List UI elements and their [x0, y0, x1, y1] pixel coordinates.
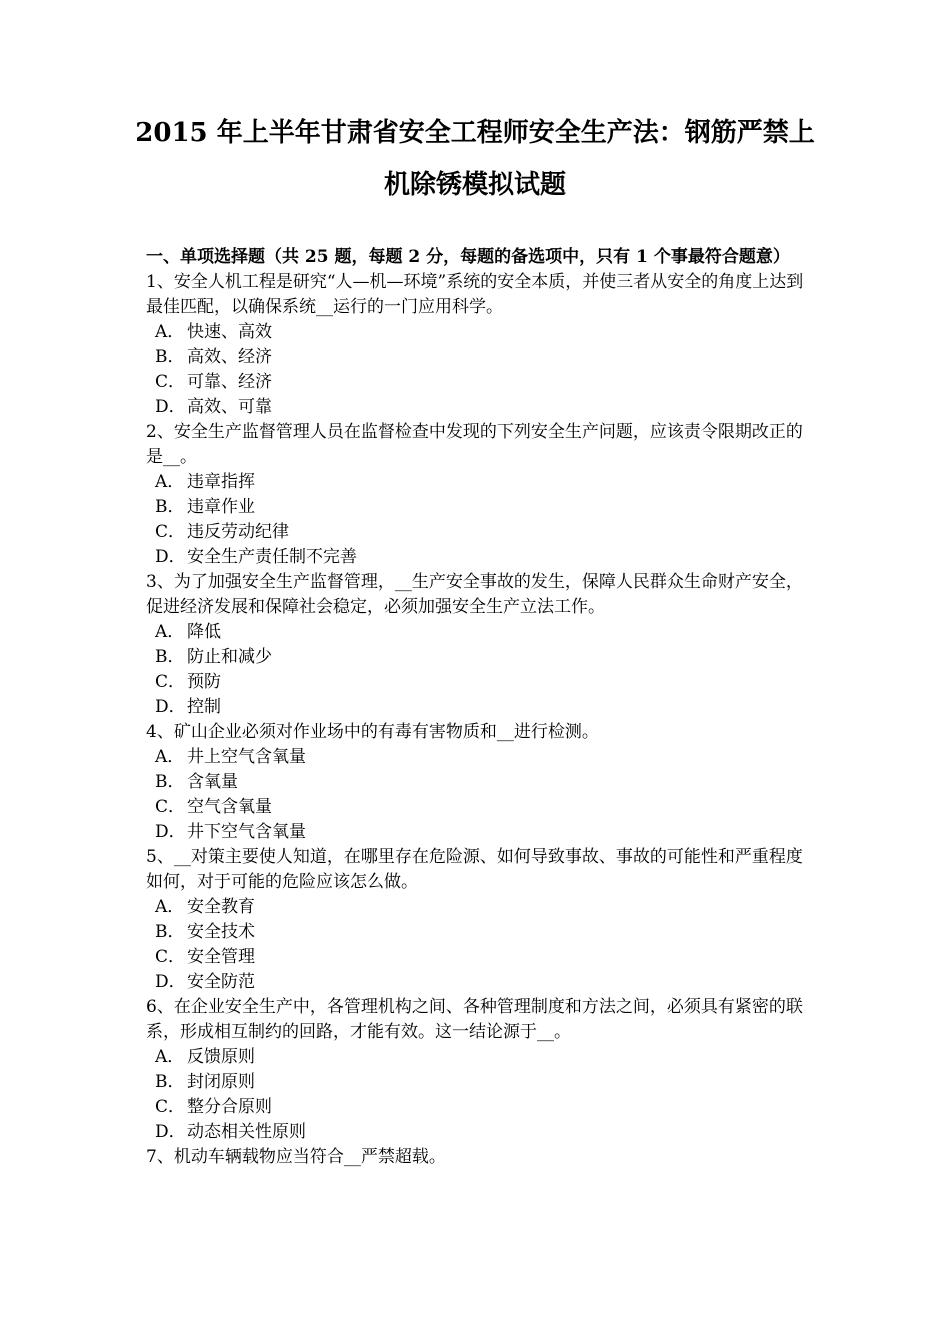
answer-option: [146, 920, 810, 945]
option-letter: D．: [155, 1122, 186, 1142]
section-heading: 一、单项选择题（共 25 题，每题 2 分，每题的备选项中，只有 1 个事最符合题意）: [146, 247, 790, 267]
question-text: 7、机动车辆载物应当符合__严禁超载。: [146, 1147, 446, 1167]
option-letter: A．: [155, 322, 185, 342]
option-letter: D．: [155, 972, 186, 992]
option-letter: C．: [155, 672, 186, 692]
answer-option: [146, 495, 810, 520]
option-letter: B．: [155, 1072, 185, 1092]
document-title-line-1: 2015 年上半年甘肃省安全工程师安全生产法：钢筋严禁上: [135, 118, 815, 148]
question-text: 1、安全人机工程是研究“人—机—环境”系统的安全本质，并使三者从安全的角度上达到最佳匹配，以确保系统__运行的一门应用科学。: [146, 272, 804, 317]
answer-option: [146, 1045, 810, 1070]
answer-option: [146, 945, 810, 970]
question-text: 4、矿山企业必须对作业场中的有毒有害物质和__进行检测。: [146, 722, 599, 742]
option-letter: B．: [155, 647, 185, 667]
option-text: 降低: [187, 622, 221, 642]
option-text: 高效、可靠: [187, 397, 272, 417]
option-text: 安全教育: [187, 897, 255, 917]
answer-option: [146, 770, 810, 795]
answer-option: [146, 370, 810, 395]
answer-option: [146, 470, 810, 495]
option-text: 含氧量: [187, 772, 238, 792]
answer-option: [146, 695, 810, 720]
document-title-line-2: 机除锈模拟试题: [383, 170, 566, 200]
option-text: 空气含氧量: [187, 797, 272, 817]
option-letter: A．: [155, 622, 185, 642]
option-text: 井上空气含氧量: [187, 747, 306, 767]
answer-option: [146, 970, 810, 995]
option-text: 反馈原则: [187, 1047, 255, 1067]
answer-option: [146, 795, 810, 820]
option-letter: A．: [155, 897, 185, 917]
question-text: 2、安全生产监督管理人员在监督检查中发现的下列安全生产问题，应该责令限期改正的是__。: [146, 422, 803, 467]
option-text: 违章作业: [187, 497, 255, 517]
option-letter: D．: [155, 547, 186, 567]
option-text: 控制: [187, 697, 221, 717]
option-text: 快速、高效: [187, 322, 272, 342]
option-letter: A．: [155, 747, 185, 767]
option-letter: C．: [155, 797, 186, 817]
option-text: 封闭原则: [187, 1072, 255, 1092]
option-text: 预防: [187, 672, 221, 692]
question-item: [146, 995, 810, 1145]
option-text: 安全生产责任制不完善: [187, 547, 357, 567]
question-item: [146, 1145, 810, 1170]
option-text: 高效、经济: [187, 347, 272, 367]
option-text: 整分合原则: [187, 1097, 272, 1117]
answer-option: [146, 320, 810, 345]
option-letter: A．: [155, 472, 185, 492]
option-letter: C．: [155, 522, 186, 542]
question-text: 3、为了加强安全生产监督管理，__生产安全事故的发生，保障人民群众生命财产安全，促进经济发展和保障社会稳定，必须加强安全生产立法工作。: [146, 572, 803, 617]
option-letter: D．: [155, 697, 186, 717]
answer-option: [146, 620, 810, 645]
document-body: [146, 245, 810, 1170]
answer-option: [146, 1095, 810, 1120]
answer-option: [146, 745, 810, 770]
option-letter: C．: [155, 1097, 186, 1117]
question-item: [146, 270, 810, 420]
answer-option: [146, 820, 810, 845]
question-item: [146, 720, 810, 845]
answer-option: [146, 395, 810, 420]
option-text: 防止和减少: [187, 647, 272, 667]
answer-option: [146, 645, 810, 670]
option-letter: D．: [155, 397, 186, 417]
answer-option: [146, 545, 810, 570]
answer-option: [146, 1070, 810, 1095]
answer-option: [146, 895, 810, 920]
option-letter: D．: [155, 822, 186, 842]
answer-option: [146, 345, 810, 370]
option-letter: C．: [155, 947, 186, 967]
option-text: 动态相关性原则: [187, 1122, 306, 1142]
option-text: 井下空气含氧量: [187, 822, 306, 842]
answer-option: [146, 1120, 810, 1145]
option-letter: B．: [155, 772, 185, 792]
option-letter: B．: [155, 347, 185, 367]
answer-option: [146, 670, 810, 695]
option-text: 安全管理: [187, 947, 255, 967]
question-list: [146, 270, 810, 1170]
option-text: 安全防范: [187, 972, 255, 992]
question-item: [146, 420, 810, 570]
question-item: [146, 570, 810, 720]
question-text: 5、__对策主要使人知道，在哪里存在危险源、如何导致事故、事故的可能性和严重程度如何，对于可能的危险应该怎么做。: [146, 847, 803, 892]
answer-option: [146, 520, 810, 545]
option-letter: A．: [155, 1047, 185, 1067]
option-letter: B．: [155, 922, 185, 942]
option-text: 违章指挥: [187, 472, 255, 492]
option-text: 可靠、经济: [187, 372, 272, 392]
question-item: [146, 845, 810, 995]
question-text: 6、在企业安全生产中，各管理机构之间、各种管理制度和方法之间，必须具有紧密的联系，形成相互制约的回路，才能有效。这一结论源于__。: [146, 997, 803, 1042]
option-letter: B．: [155, 497, 185, 517]
option-text: 安全技术: [187, 922, 255, 942]
option-text: 违反劳动纪律: [187, 522, 289, 542]
option-letter: C．: [155, 372, 186, 392]
